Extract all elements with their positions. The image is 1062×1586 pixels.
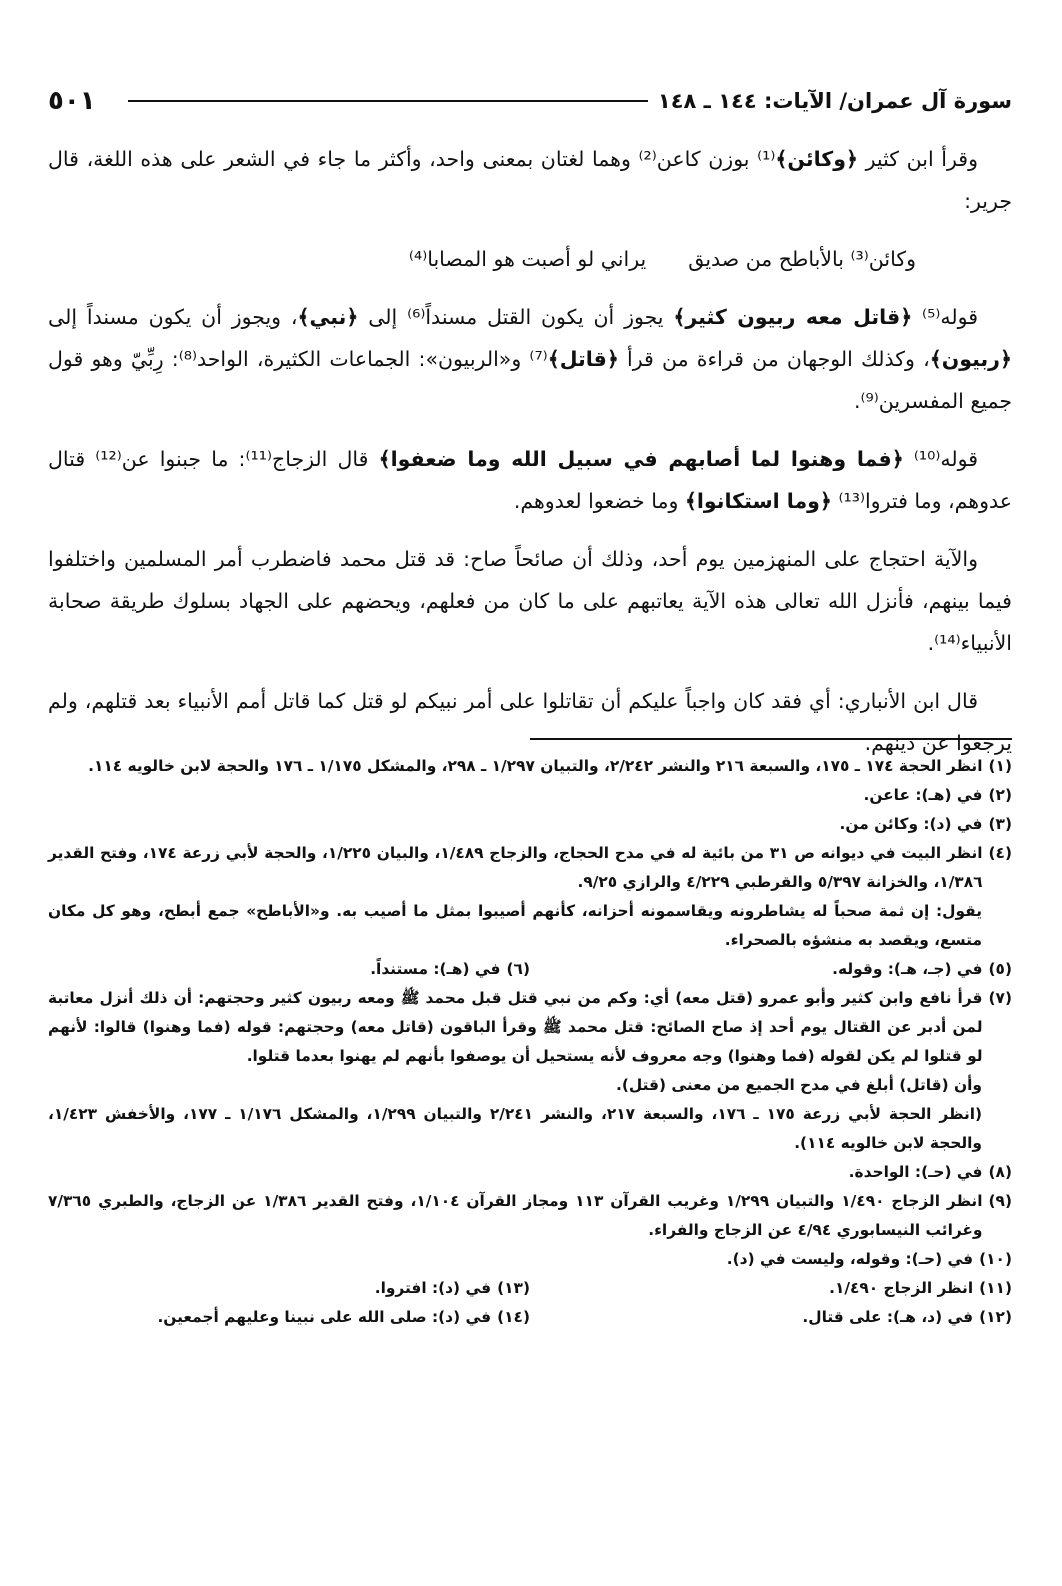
footnote-2 xyxy=(48,781,1012,810)
quran-quote: ﴿قاتل﴾ xyxy=(547,347,619,371)
footnote-1 xyxy=(48,752,1012,781)
footnote-number: (٧) xyxy=(988,989,1012,1007)
footnote-11 xyxy=(530,1274,1012,1303)
poetry-verse xyxy=(48,238,1012,280)
footnote-number: (٨) xyxy=(988,1163,1012,1181)
quran-quote: ﴿وما استكانوا﴾ xyxy=(684,489,832,513)
footnote-number: (١٣) xyxy=(497,1279,530,1297)
text-run: قوله⁽¹⁰⁾ xyxy=(903,447,978,471)
main-text xyxy=(48,138,1012,780)
footnotes xyxy=(48,752,1012,1332)
footnote-4-continuation: يقول: إن ثمة صحباً له يشاطرونه ويقاسمونه أحزانه، كأنهم أصيبوا بمثل ما أصيب به. و«الأباطح» جمع أبطح، وهو كل مكان متسع، ويقصد به منشؤه بالصحراء. xyxy=(48,902,982,949)
text-run: ، ويجوز أن يكون مسنداً إلى xyxy=(48,305,298,329)
page-number: ٥٠١ xyxy=(48,86,96,116)
footnote-8 xyxy=(48,1158,1012,1187)
footnote-pair-5-6 xyxy=(48,955,1012,984)
footnote-number: (٢) xyxy=(988,786,1012,804)
quran-quote: ﴿ربيون﴾ xyxy=(929,347,1012,371)
quran-quote: ﴿نبي﴾ xyxy=(297,305,359,329)
footnote-number: (١٢) xyxy=(979,1308,1012,1326)
footnote-5 xyxy=(530,955,1012,984)
header-rule xyxy=(128,100,648,102)
paragraph-3 xyxy=(48,438,1012,522)
footnote-text: في (جـ، هـ): وقوله. xyxy=(832,960,983,978)
footnote-text: في (د، هـ): على قتال. xyxy=(802,1308,974,1326)
footnote-number: (٤) xyxy=(988,844,1012,862)
footnote-number: (٥) xyxy=(988,960,1012,978)
footnote-number: (٦) xyxy=(506,960,530,978)
verse-first-hemistich: وكائن⁽³⁾ بالأباطح من صديق xyxy=(688,247,916,271)
footnote-number: (٣) xyxy=(988,815,1012,833)
text-run: ⁽⁷⁾ و«الربيون»: الجماعات الكثيرة، الواحد⁽⁸⁾: رِبِّيّ وهو قول جميع المفسرين⁽⁹⁾. xyxy=(48,347,1012,413)
footnote-number: (١) xyxy=(988,757,1012,775)
footnote-pair-11-13 xyxy=(48,1274,1012,1303)
footnote-text: انظر الزجاج ١/٤٩٠ والتبيان ١/٢٩٩ وغريب القرآن ١١٣ ومجاز القرآن ١/١٠٤، وفتح القدير ١/٣٨٦ عن الزجاج، والطبري ٧/٣٦٥ وغرائب النيسابوري ٤/٩٤ عن الزجاج والفراء. xyxy=(48,1192,983,1239)
footnote-pair-12-14 xyxy=(48,1303,1012,1332)
footnote-text: انظر الحجة ١٧٤ ـ ١٧٥، والسبعة ٢١٦ والنشر ٢/٢٤٢، والتبيان ١/٢٩٧ ـ ٢٩٨، والمشكل ١/١٧٥ ـ ١٧٦ والحجة لابن خالويه ١١٤. xyxy=(88,757,983,775)
paragraph-1 xyxy=(48,138,1012,222)
footnote-text: انظر الزجاج ١/٤٩٠. xyxy=(829,1279,974,1297)
footnote-text: في (د): وكائن من. xyxy=(839,815,983,833)
footnote-text: في (هـ): عاعن. xyxy=(863,786,983,804)
footnote-6 xyxy=(48,955,530,984)
footnote-text: في (د): صلى الله على نبينا وعليهم أجمعين. xyxy=(157,1308,492,1326)
footnote-separator xyxy=(530,738,1012,740)
footnote-text: في (د): افتروا. xyxy=(374,1279,492,1297)
paragraph-4: والآية احتجاج على المنهزمين يوم أحد، وذلك أن صائحاً صاح: قد قتل محمد فاضطرب أمر المسلمين واختلفوا فيما بينهم، فأنزل الله تعالى هذه الآية يعاتبهم على ما كان من فعلهم، ويحضهم على الجهاد بسلوك طريقة صحابة الأنبياء⁽¹⁴⁾. xyxy=(48,547,1012,655)
paragraph-5: قال ابن الأنباري: أي فقد كان واجباً عليكم أن تقاتلوا على أمر نبيكم لو قتل كما قاتل أمم الأنبياء بعد قتلهم، ولم يرجعوا عن دينهم. xyxy=(48,689,1012,755)
footnote-4 xyxy=(48,839,1012,897)
footnote-3 xyxy=(48,810,1012,839)
text-run: ، وكذلك الوجهان من قراءة من قرأ xyxy=(618,347,930,371)
footnote-text: في (حـ): الواحدة. xyxy=(848,1163,983,1181)
footnote-text: قرأ نافع وابن كثير وأبو عمرو (قتل معه) أي: وكم من نبي قتل قبل محمد ﷺ ومعه ربيون كثير وحجتهم: أن ذلك أنزل معاتبة لمن أدبر عن القتال يوم أحد إذ صاح الصائح: قتل محمد ﷺ وقرأ الباقون (قاتل معه) وحجتهم: قوله (فما وهنوا) قالوا: لأنهم لو قتلوا لم يكن لقوله (فما وهنوا) وجه معروف لأنه يستحيل أن يوصفوا بأنهم لم يهنوا بعدما قتلوا. xyxy=(48,989,983,1065)
footnote-text: انظر البيت في ديوانه ص ٣١ من بائية له في مدح الحجاج، والزجاج ١/٤٨٩، والبيان ١/٢٢٥، والحجة لأبي زرعة ١٧٤، وفتح القدير ١/٣٨٦، والخزانة ٥/٣٩٧ والقرطبي ٤/٢٢٩ والرازي ٩/٢٥. xyxy=(48,844,983,891)
page-header xyxy=(48,84,1012,118)
footnote-number: (١٤) xyxy=(497,1308,530,1326)
text-run: يجوز أن يكون القتل مسنداً⁽⁶⁾ إلى xyxy=(358,305,674,329)
footnote-number: (٩) xyxy=(988,1192,1012,1210)
footnote-7 xyxy=(48,984,1012,1071)
text-run: قال الزجاج⁽¹¹⁾: ما جبنوا عن⁽¹²⁾ قتال عدوهم، وما فتروا⁽¹³⁾ xyxy=(48,447,1012,513)
footnote-text: في (هـ): مستنداً. xyxy=(370,960,501,978)
quran-quote: ﴿قاتل معه ربيون كثير﴾ xyxy=(673,305,913,329)
footnote-text: في (حـ): وقوله، وليست في (د). xyxy=(726,1250,974,1268)
footnote-number: (١٠) xyxy=(979,1250,1012,1268)
footnote-12 xyxy=(530,1303,1012,1332)
text-run: ⁽¹⁾ بوزن كاعن⁽²⁾ وهما لغتان بمعنى واحد، وأكثر ما جاء في الشعر على هذه اللغة، قال جرير: xyxy=(48,147,1012,213)
footnote-7-continuation-1: وأن (قاتل) أبلغ في مدح الجميع من معنى (قتل). xyxy=(615,1076,982,1094)
footnote-number: (١١) xyxy=(979,1279,1012,1297)
footnote-7-continuation-2: (انظر الحجة لأبي زرعة ١٧٥ ـ ١٧٦، والسبعة ٢١٧، والنشر ٢/٢٤١ والتبيان ١/٢٩٩، والمشكل ١/١٧٦ ـ ١٧٧، والأخفش ١/٤٢٣، والحجة لابن خالويه ١١٤). xyxy=(48,1105,983,1152)
text-run: قوله⁽⁵⁾ xyxy=(912,305,978,329)
paragraph-2 xyxy=(48,296,1012,422)
running-title: سورة آل عمران/ الآيات: ١٤٤ ـ ١٤٨ xyxy=(657,89,1012,113)
quran-quote: ﴿وكائن﴾ xyxy=(775,147,858,171)
text-run: وما خضعوا لعدوهم. xyxy=(513,489,685,513)
verse-second-hemistich: يراني لو أصبت هو المصابا⁽⁴⁾ xyxy=(408,247,647,271)
text-run: وقرأ ابن كثير xyxy=(857,147,978,171)
footnote-10 xyxy=(48,1245,1012,1274)
quran-quote: ﴿فما وهنوا لما أصابهم في سبيل الله وما ضعفوا﴾ xyxy=(378,447,904,471)
footnote-14 xyxy=(48,1303,530,1332)
footnote-9 xyxy=(48,1187,1012,1245)
footnote-13 xyxy=(48,1274,530,1303)
